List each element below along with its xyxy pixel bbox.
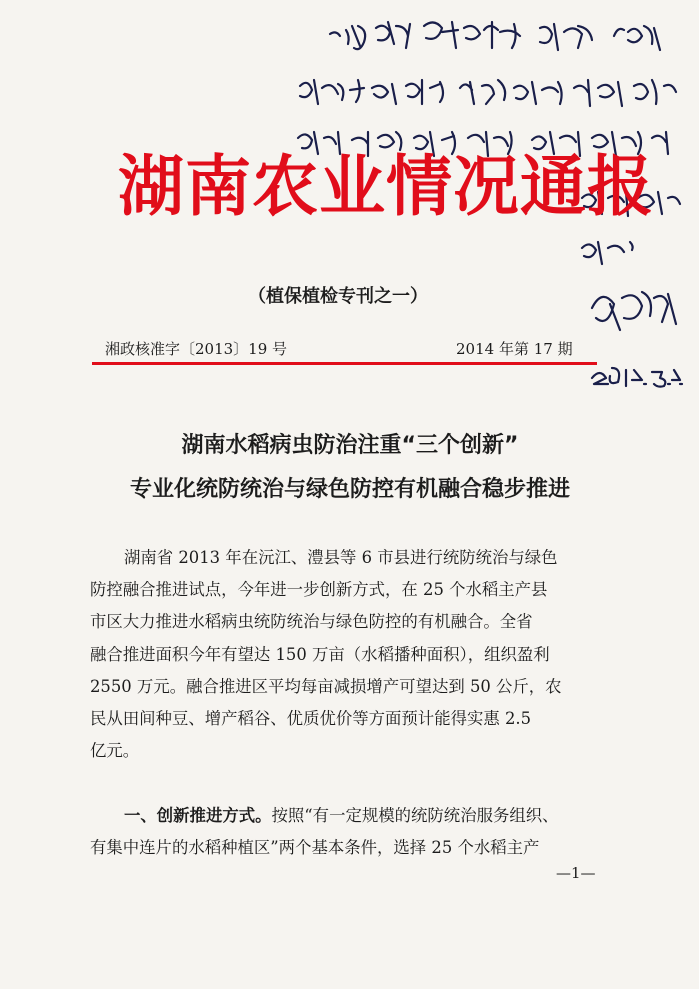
body-line: 防控融合推进试点，今年进一步创新方式，在 25 个水稻主产县 [90, 580, 548, 600]
issue-number: 2014 年第 17 期 [456, 340, 573, 358]
body-line: 融合推进面积今年有望达 150 万亩（水稻播种面积），组织盈利 [90, 644, 550, 664]
body-line: 有集中连片的水稻种植区”两个基本条件，选择 25 个水稻主产 [90, 838, 540, 858]
special-issue-label: （植保植检专刊之一） [248, 286, 428, 307]
headline-line-1: 湖南水稻病虫防治注重“三个创新” [181, 433, 519, 458]
body-paragraph-2 [90, 800, 602, 864]
body-line-text: 按照“有一定规模的统防统治服务组织、 [271, 806, 559, 825]
body-paragraph-1 [90, 542, 602, 767]
body-line: 市区大力推进水稻病虫统防统治与绿色防控的有机融合。全省 [90, 612, 533, 632]
section-lead: 一、创新推进方式。 [124, 806, 272, 825]
body-line: 2550 万元。融合推进区平均每亩减损增产可望达到 50 公斤，农 [90, 676, 562, 696]
masthead-title: 湖南农业情况通报 [118, 148, 654, 225]
red-divider [92, 362, 597, 365]
approval-number: 湘政核准字〔2013〕19 号 [105, 340, 288, 358]
body-line: 湖南省 2013 年在沅江、澧县等 6 市县进行统防统治与绿色 [124, 548, 558, 567]
headline-line-2: 专业化统防统治与绿色防控有机融合稳步推进 [129, 477, 570, 502]
body-line [90, 800, 602, 832]
page-number: —1— [556, 864, 596, 882]
body-line: 民从田间种豆、增产稻谷、优质优价等方面预计能得实惠 2.5 [90, 708, 532, 728]
body-line: 亿元。 [90, 741, 140, 761]
